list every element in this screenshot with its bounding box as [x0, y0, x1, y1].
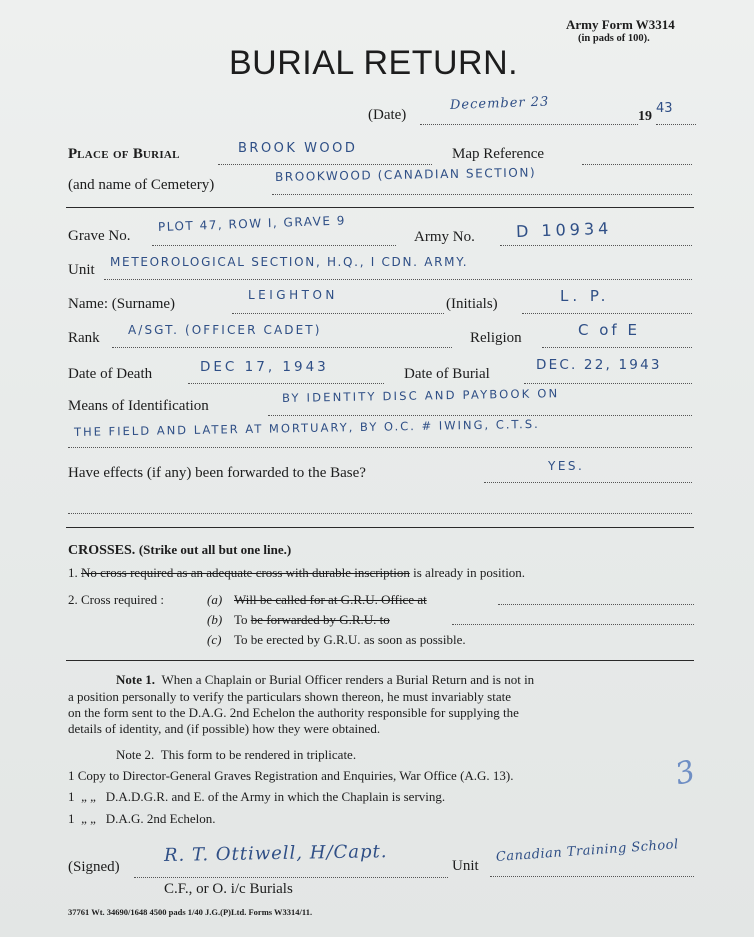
copy-2: 1 „ „ D.A.D.G.R. and E. of the Army in which the Chaplain is serving. — [68, 789, 446, 804]
crosses-heading-row — [68, 542, 291, 559]
crosses-heading: CROSSES. — [68, 543, 136, 558]
rank-line — [112, 347, 452, 348]
date-year-printed: 19 — [638, 109, 652, 124]
identification-line-2 — [68, 447, 692, 448]
surname-value: LEIGHTON — [248, 288, 338, 302]
cross-option-1-struck: No cross required as an adequate cross with durable inscription — [81, 565, 410, 580]
cross-option-2b-line — [452, 624, 694, 625]
copy-3: 1 „ „ D.A.G. 2nd Echelon. — [68, 811, 216, 826]
religion-line — [542, 347, 692, 348]
divider-notes — [66, 660, 694, 661]
unit-label: Unit — [68, 262, 95, 278]
cemetery-value: BROOKWOOD (CANADIAN SECTION) — [274, 165, 537, 184]
crosses-instruction: (Strike out all but one line.) — [138, 542, 292, 557]
cemetery-label: (and name of Cemetery) — [68, 177, 215, 193]
form-title: BURIAL RETURN. — [229, 44, 519, 82]
place-value: BROOK WOOD — [238, 141, 358, 156]
map-reference-label: Map Reference — [452, 146, 545, 162]
date-of-death-line — [188, 383, 384, 384]
army-no-value: D 10934 — [515, 218, 613, 241]
map-reference-line — [582, 164, 692, 165]
cross-option-2c-text: To be erected by G.R.U. as soon as possible. — [234, 632, 466, 647]
effects-line — [484, 482, 692, 483]
blank-line — [68, 513, 692, 514]
date-of-death-label: Date of Death — [68, 366, 153, 382]
cross-option-2a-text: Will be called for at G.R.U. Office at — [234, 592, 427, 607]
effects-value: YES. — [548, 459, 585, 473]
surname-line — [232, 313, 444, 314]
identification-value-2: THE FIELD AND LATER AT MORTUARY, BY O.C. # IWING, C.T.S. — [73, 416, 540, 439]
initials-value: L. P. — [560, 287, 610, 305]
note-1-line-3: on the form sent to the D.A.G. 2nd Echelon the authority responsible for supplying the — [68, 705, 519, 720]
note-2-line: Note 2. This form to be rendered in triplicate. — [116, 747, 357, 762]
unit-value: METEOROLOGICAL SECTION, H.Q., I CDN. ARMY. — [110, 255, 469, 269]
place-line — [218, 164, 432, 165]
rank-label: Rank — [68, 330, 100, 346]
cemetery-line — [272, 194, 692, 195]
initials-line — [522, 313, 692, 314]
identification-value-1: BY IDENTITY DISC AND PAYBOOK ON — [281, 386, 560, 405]
margin-mark: 3 — [671, 753, 699, 793]
army-no-line — [500, 245, 692, 246]
signed-unit-line — [490, 876, 694, 877]
signature: R. T. Ottiwell, H/Capt. — [163, 841, 388, 866]
signed-unit-label: Unit — [452, 858, 479, 874]
cf-line: C.F., or O. i/c Burials — [164, 881, 293, 897]
note-2-heading: Note 2. — [116, 747, 155, 762]
divider-crosses — [66, 527, 694, 528]
name-label: Name: (Surname) — [68, 296, 176, 312]
date-handwritten: December 23 — [449, 94, 550, 113]
year-line — [656, 124, 696, 125]
cross-option-2a-label: (a) — [207, 592, 223, 607]
identification-label: Means of Identification — [68, 398, 209, 414]
effects-label: Have effects (if any) been forwarded to the Base? — [68, 465, 366, 481]
date-year-hand: 43 — [656, 101, 673, 116]
pads-note: (in pads of 100). — [578, 33, 650, 44]
cross-option-2b-text: To be forwarded by G.R.U. to — [234, 612, 390, 627]
rank-value: A/SGT. (OFFICER CADET) — [128, 323, 322, 337]
signed-label: (Signed) — [68, 859, 120, 875]
identification-line-1 — [268, 415, 692, 416]
copy-1: 1 Copy to Director-General Graves Registration and Enquiries, War Office (A.G. 13). — [68, 768, 514, 783]
divider-top — [66, 207, 694, 208]
army-no-label: Army No. — [414, 229, 475, 245]
date-of-death-value: DEC 17, 1943 — [200, 359, 329, 375]
note-1-heading: Note 1. — [116, 672, 155, 687]
date-line — [420, 124, 638, 125]
form-number: Army Form W3314 — [566, 17, 675, 32]
grave-value: PLOT 47, ROW I, GRAVE 9 — [157, 213, 347, 234]
date-of-burial-line — [524, 383, 692, 384]
unit-line — [104, 279, 692, 280]
place-label: PLACE OF BURIAL — [68, 146, 180, 162]
grave-line — [152, 245, 396, 246]
cross-option-2a-line — [498, 604, 694, 605]
printer-line: 37761 Wt. 34690/1648 4500 pads 1/40 J.G.(P)Ltd. Forms W3314/11. — [68, 907, 313, 917]
cross-option-2-label: 2. Cross required : — [68, 592, 165, 607]
grave-label: Grave No. — [68, 228, 131, 244]
cross-option-2c-label: (c) — [207, 632, 222, 647]
note-1-line-4: details of identity, and (if possible) how they were obtained. — [68, 721, 381, 736]
signed-unit-value: Canadian Training School — [495, 837, 680, 865]
cross-option-1: 1. No cross required as an adequate cross with durable inscription is already in position. — [68, 565, 526, 580]
note-1-line-2: a position personally to verify the particulars shown thereon, he must invariably state — [68, 689, 511, 704]
initials-label: (Initials) — [446, 296, 498, 312]
date-of-burial-value: DEC. 22, 1943 — [536, 357, 662, 373]
signed-line — [134, 877, 448, 878]
cross-option-2b-label: (b) — [207, 612, 223, 627]
date-label: (Date) — [368, 107, 407, 123]
religion-label: Religion — [470, 330, 522, 346]
date-of-burial-label: Date of Burial — [404, 366, 490, 382]
religion-value: C of E — [578, 321, 640, 339]
note-1-line-1: Note 1. When a Chaplain or Burial Officer renders a Burial Return and is not in — [116, 672, 535, 687]
